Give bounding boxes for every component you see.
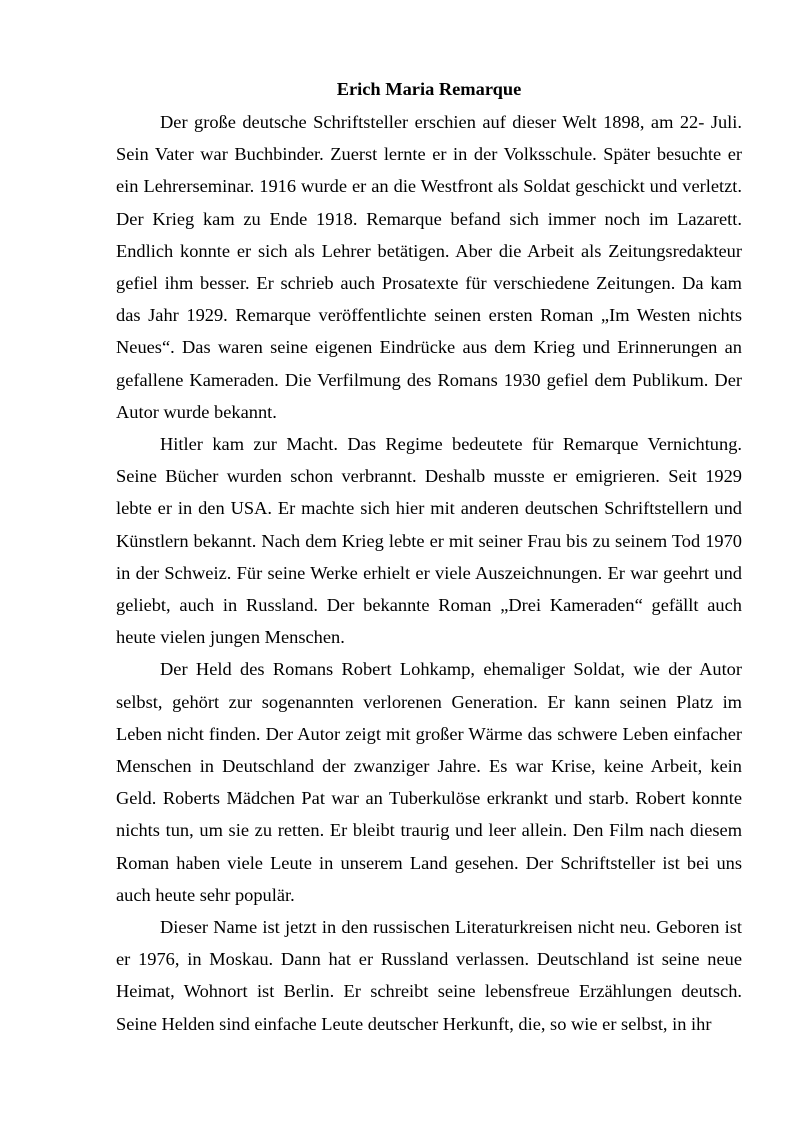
paragraph-novel: Der Held des Romans Robert Lohkamp, ehemaliger Soldat, wie der Autor selbst, gehört zur sogenannten verlorenen Generation. Er kann seinen Platz im Leben nicht finden. Der Autor zeigt mit großer Wärme das schwere Leben einfacher Menschen in Deutschland der zwanziger Jahre. Es war Krise, keine Arbeit, kein Geld. Roberts Mädchen Pat war an Tuberkulöse erkrankt und starb. Robert konnte nichts tun, um sie zu retten. Er bleibt traurig und leer allein. Den Film nach diesem Roman haben viele Leute in unserem Land gesehen. Der Schriftsteller ist bei uns auch heute sehr populär. <box>116 659 742 905</box>
document-title: Erich Maria Remarque <box>336 79 522 99</box>
document-body <box>116 77 742 1040</box>
paragraph-modern-author: Dieser Name ist jetzt in den russischen Literaturkreisen nicht neu. Geboren ist er 1976, in Moskau. Dann hat er Russland verlassen. Deutschland ist seine neue Heimat, Wohnort ist Berlin. Er schreibt seine lebensfreue Erzählungen deutsch. Seine Helden sind einfache Leute deutscher Herkunft, die, so wie er selbst, in ihr <box>116 917 742 1034</box>
paragraph-emigration: Hitler kam zur Macht. Das Regime bedeutete für Remarque Vernichtung. Seine Bücher wurden schon verbrannt. Deshalb musste er emigrieren. Seit 1929 lebte er in den USA. Er machte sich hier mit anderen deutschen Schriftstellern und Künstlern bekannt. Nach dem Krieg lebte er mit seiner Frau bis zu seinem Tod 1970 in der Schweiz. Für seine Werke erhielt er viele Auszeichnungen. Er war geehrt und geliebt, auch in Russland. Der bekannte Roman „Drei Kameraden“ gefällt auch heute vielen jungen Menschen. <box>116 434 742 648</box>
paragraph-biography: Der große deutsche Schriftsteller erschien auf dieser Welt 1898, am 22- Juli. Sein Vater war Buchbinder. Zuerst lernte er in der Volksschule. Später besuchte er ein Lehrerseminar. 1916 wurde er an die Westfront als Soldat geschickt und verletzt. Der Krieg kam zu Ende 1918. Remarque befand sich immer noch im Lazarett. Endlich konnte er sich als Lehrer betätigen. Aber die Arbeit als Zeitungsredakteur gefiel ihm besser. Er schrieb auch Prosatexte für verschiedene Zeitungen. Da kam das Jahr 1929. Remarque veröffentlichte seinen ersten Roman „Im Westen nichts Neues“. Das waren seine eigenen Eindrücke aus dem Krieg und Erinnerungen an gefallene Kameraden. Die Verfilmung des Romans 1930 gefiel dem Publikum. Der Autor wurde bekannt. <box>116 112 742 422</box>
